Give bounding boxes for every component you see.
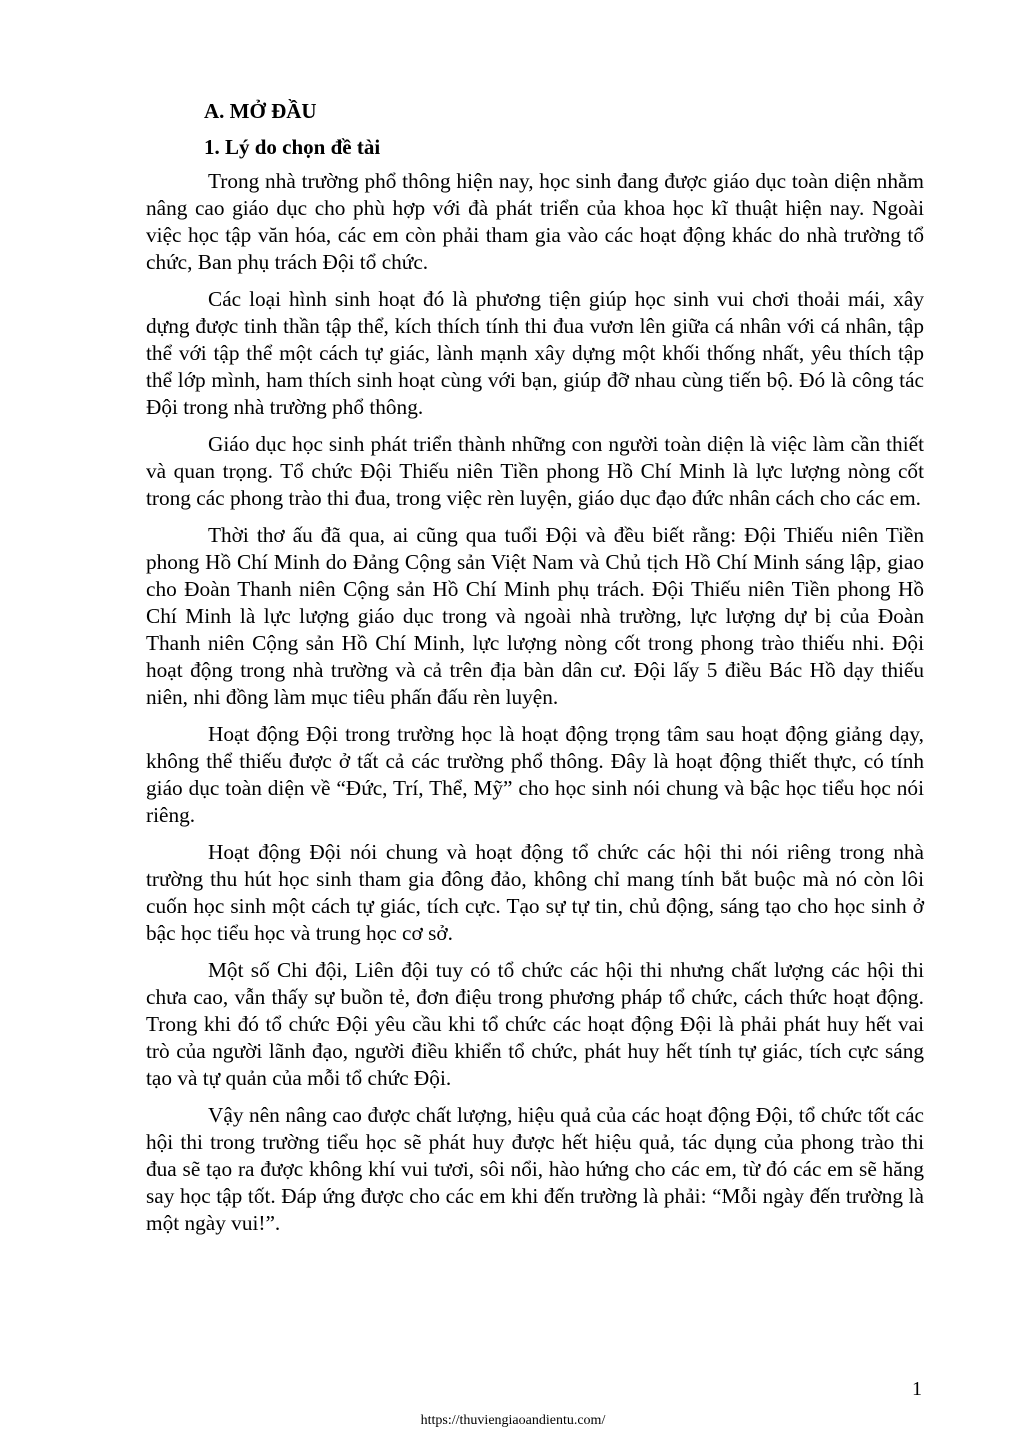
paragraph: Hoạt động Đội trong trường học là hoạt động trọng tâm sau hoạt động giảng dạy, không thể thiếu được ở tất cả các trường phổ thông. Đây là hoạt động thiết thực, có tính giáo dục toàn diện về “Đức, Trí, Thể, Mỹ” cho học sinh nói chung và bậc học tiểu học nói riêng.: [146, 722, 924, 827]
paragraph: Hoạt động Đội nói chung và hoạt động tổ chức các hội thi nói riêng trong nhà trường thu hút học sinh tham gia đông đảo, không chỉ mang tính bắt buộc mà nó còn lôi cuốn học sinh một cách tự giác, tích cực. Tạo sự tự tin, chủ động, sáng tạo cho học sinh ở bậc học tiểu học và trung học cơ sở.: [146, 840, 924, 945]
page-number: 1: [912, 1378, 922, 1400]
paragraph: Một số Chi đội, Liên đội tuy có tổ chức các hội thi nhưng chất lượng các hội thi chưa cao, vẫn thấy sự buồn tẻ, đơn điệu trong phương pháp tổ chức, cách thức hoạt động. Trong khi đó tổ chức Đội yêu cầu khi tổ chức các hoạt động Đội là phải phát huy hết vai trò của người lãnh đạo, người điều khiển tổ chức, phát huy hết tính tự giác, tích cực sáng tạo và tự quản của mỗi tổ chức Đội.: [146, 958, 924, 1090]
paragraph: Vậy nên nâng cao được chất lượng, hiệu quả của các hoạt động Đội, tổ chức tốt các hội thi trong trường tiểu học sẽ phát huy được hết hiệu quả, tác dụng của phong trào thi đua sẽ tạo ra được không khí vui tươi, sôi nổi, hào hứng cho các em, từ đó các em sẽ hăng say học tập tốt. Đáp ứng được cho các em khi đến trường là phải: “Mỗi ngày đến trường là một ngày vui!”.: [146, 1103, 924, 1235]
document-body: [146, 96, 924, 1247]
paragraph: Giáo dục học sinh phát triển thành những con người toàn diện là việc làm cần thiết và quan trọng. Tổ chức Đội Thiếu niên Tiền phong Hồ Chí Minh là lực lượng nòng cốt trong các phong trào thi đua, trong việc rèn luyện, giáo dục đạo đức nhân cách cho các em.: [146, 432, 924, 510]
paragraph: Thời thơ ấu đã qua, ai cũng qua tuổi Đội và đều biết rằng: Đội Thiếu niên Tiền phong Hồ Chí Minh do Đảng Cộng sản Việt Nam và Chủ tịch Hồ Chí Minh sáng lập, giao cho Đoàn Thanh niên Cộng sản Hồ Chí Minh phụ trách. Đội Thiếu niên Tiền phong Hồ Chí Minh là lực lượng giáo dục trong và ngoài nhà trường, lực lượng dự bị của Đoàn Thanh niên Cộng sản Hồ Chí Minh, lực lượng nòng cốt trong phong trào thiếu nhi. Đội hoạt động trong nhà trường và cả trên địa bàn dân cư. Đội lấy 5 điều Bác Hồ dạy thiếu niên, nhi đồng làm mục tiêu phấn đấu rèn luyện.: [146, 523, 924, 709]
paragraph: Trong nhà trường phổ thông hiện nay, học sinh đang được giáo dục toàn diện nhằm nâng cao giáo dục cho phù hợp với đà phát triển của khoa học kĩ thuật hiện nay. Ngoài việc học tập văn hóa, các em còn phải tham gia vào các hoạt động khác do nhà trường tổ chức, Ban phụ trách Đội tổ chức.: [146, 169, 924, 274]
paragraph: Các loại hình sinh hoạt đó là phương tiện giúp học sinh vui chơi thoải mái, xây dựng được tinh thần tập thể, kích thích tính thi đua vươn lên giữa cá nhân với cá nhân, tập thể với tập thể một cách tự giác, lành mạnh xây dựng một khối thống nhất, yêu thích tập thể lớp mình, ham thích sinh hoạt cùng với bạn, giúp đỡ nhau cùng tiến bộ. Đó là công tác Đội trong nhà trường phổ thông.: [146, 287, 924, 419]
subsection-heading: 1. Lý do chọn đề tài: [204, 135, 381, 159]
section-heading: A. MỞ ĐẦU: [204, 99, 317, 123]
footer-url: https://thuviengiaoandientu.com/: [420, 1413, 606, 1428]
